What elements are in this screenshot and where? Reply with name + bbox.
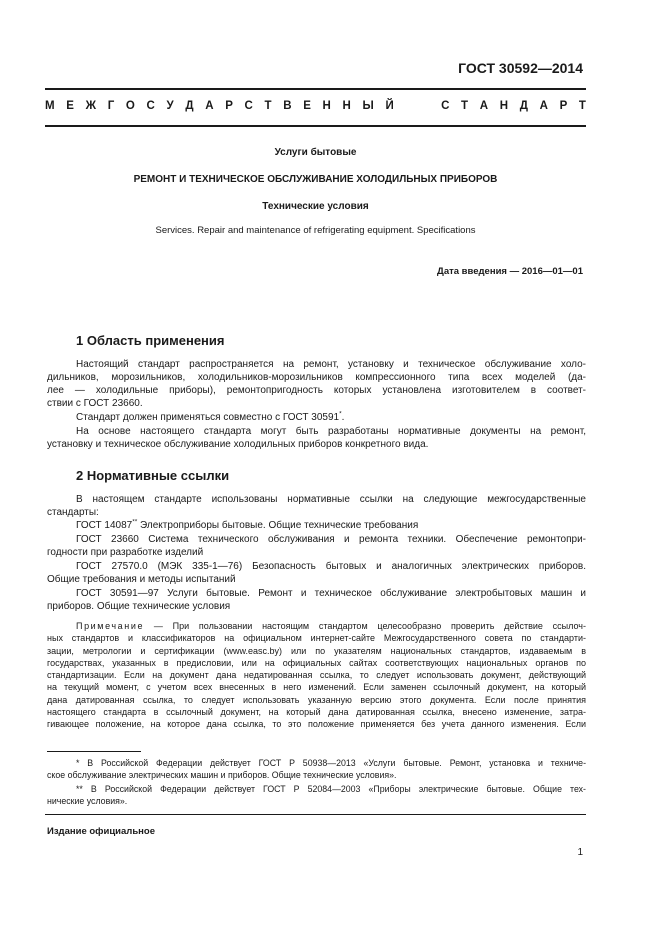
text-line: — При пользовании настоящим стандартом целесообразно проверить действие ссылоч- — [144, 621, 586, 631]
banner-letter: Р — [559, 100, 568, 112]
banner-letter: О — [125, 100, 135, 112]
section-1-heading: 1 Область применения — [76, 333, 225, 348]
text-line: На основе настоящего стандарта могут быть разработаны нормативные документы на ремонт, — [76, 426, 586, 437]
footnote-mark: * — [339, 410, 342, 418]
text-line: ГОСТ 23660 Система технического обслуживания и ремонта техники. Обеспечение ремонтопри- — [76, 534, 586, 545]
section-1-paragraph-1 — [47, 358, 586, 410]
text-line: ГОСТ 30591—97 Услуги бытовые. Ремонт и техническое обслуживание электробытовых машин и — [76, 588, 586, 599]
banner-letter: А — [479, 100, 489, 112]
section-1-paragraph-3 — [47, 425, 586, 451]
banner-letter: Ж — [85, 100, 97, 112]
banner-letter: Д — [519, 100, 528, 112]
text-line: гивающее положение, на которое дана ссылка, то это положение применяется без учета данного изменения. Если — [47, 719, 586, 730]
banner-word-gap — [405, 100, 429, 112]
banner-letter: Д — [185, 100, 194, 112]
footnote-mark: ** — [132, 518, 138, 526]
text-line: * В Российской Федерации действует ГОСТ Р 50938—2013 «Услуги бытовые. Ремонт, установка и техниче- — [76, 758, 586, 768]
text-line: годности при разработке изделий — [47, 547, 204, 558]
banner-letter: Н — [322, 100, 331, 112]
banner-letter: С — [441, 100, 450, 112]
section-2-paragraph-1 — [47, 493, 586, 519]
header-bottom-rule — [45, 125, 586, 127]
text-line: приборов. Общие технические условия — [47, 601, 231, 612]
reference-gost-14087 — [76, 519, 586, 532]
banner-letter: Р — [225, 100, 233, 112]
banner-letter: У — [166, 100, 174, 112]
reference-gost-30591 — [47, 587, 586, 613]
footer-rule — [45, 814, 586, 815]
banner-letter: Т — [578, 100, 586, 112]
reference-gost-27570 — [47, 560, 586, 586]
interstate-standard-banner — [45, 100, 586, 112]
banner-letter: А — [539, 100, 548, 112]
text-line: В настоящем стандарте использованы нормативные ссылки на следующие межгосударственные — [76, 494, 586, 505]
section-1-paragraph-2 — [76, 411, 586, 424]
section-2-heading: 2 Нормативные ссылки — [76, 468, 230, 483]
title-specifications: Технические условия — [262, 201, 369, 212]
text-line — [76, 620, 586, 632]
footnote-separator — [47, 751, 141, 752]
banner-letter: М — [45, 100, 55, 112]
text-line: ГОСТ 27570.0 (МЭК 335-1—76) Безопасность бытовых и аналогичных электрических приборов. — [76, 561, 586, 572]
text-line: на текущий момент, с учетом всех внесенных в него изменений. Если заменен ссылочный документ, на который — [47, 682, 586, 693]
document-number: ГОСТ 30592—2014 — [458, 60, 583, 76]
banner-letter: Е — [303, 100, 311, 112]
official-edition-label: Издание официальное — [47, 826, 155, 837]
text-line: стандарты: — [47, 507, 99, 518]
banner-letter: А — [205, 100, 214, 112]
text-line: нические условия». — [47, 796, 128, 807]
banner-letter: С — [146, 100, 155, 112]
text-line: ское обслуживание электрических машин и приборов. Общие технические условия». — [47, 770, 397, 781]
text-line: настоящего стандарта в ссылочный документ, на который дана датированная ссылка, внесено изменение, затра- — [47, 707, 586, 718]
reference-gost-23660 — [47, 533, 586, 559]
text-line: ГОСТ 14087 — [76, 520, 133, 531]
banner-letter: Н — [499, 100, 509, 112]
text-line: . — [341, 412, 345, 423]
title-main: РЕМОНТ И ТЕХНИЧЕСКОЕ ОБСЛУЖИВАНИЕ ХОЛОДИЛЬНЫХ ПРИБОРОВ — [133, 174, 498, 185]
text-line: государствах, указанных в предисловии, или на официальных сайтах соответствующих национальных органов по — [47, 657, 586, 668]
note-label: Примечание — [76, 621, 145, 631]
text-line: дильников, морозильников, холодильников-морозильников компрессионного типа всех моделей (да- — [47, 372, 586, 383]
text-line: зации, метрологии и сертификации (www.easc.by) или по указателям национальных стандартов, издаваемым в — [47, 645, 586, 656]
text-line: Стандарт должен применяться совместно с ГОСТ 30591 — [76, 412, 340, 423]
references-note — [47, 620, 586, 731]
title-english: Services. Repair and maintenance of refrigerating equipment. Specifications — [155, 225, 476, 236]
text-line: ** В Российской Федерации действует ГОСТ Р 52084—2003 «Приборы электрические бытовые. Общие тех- — [76, 784, 586, 794]
footnote-2 — [47, 783, 586, 808]
banner-letter: Й — [385, 100, 394, 112]
introduction-date: Дата введения — 2016—01—01 — [437, 266, 583, 277]
text-line: Настоящий стандарт распространяется на ремонт, установку и техническое обслуживание холо- — [76, 359, 586, 370]
banner-letter: Т — [264, 100, 272, 112]
banner-letter: Н — [342, 100, 351, 112]
text-line: лее — холодильные приборы), ремонтопригодность которых установлена изготовителем в соответ- — [47, 385, 586, 396]
text-line: установку и техническое обслуживание холодильных приборов конкретного вида. — [47, 439, 429, 450]
banner-letter: Т — [461, 100, 469, 112]
text-line: Электроприборы бытовые. Общие технические требования — [137, 520, 419, 531]
banner-letter: Е — [66, 100, 74, 112]
header-top-rule — [45, 88, 586, 90]
banner-letter: Ы — [362, 100, 374, 112]
page-number: 1 — [577, 847, 583, 858]
banner-letter: В — [283, 100, 292, 112]
title-services: Услуги бытовые — [274, 147, 357, 158]
footnote-1 — [47, 757, 586, 782]
text-line: дана датированная ссылка, то следует использовать указанную версию этого документа. Если после принятия — [47, 694, 586, 705]
text-line: ствии с ГОСТ 23660. — [47, 398, 143, 409]
banner-letter: С — [244, 100, 253, 112]
banner-letter: Г — [107, 100, 115, 112]
text-line: ных стандартов и классификаторов на официальном интернет-сайте Межгосударственного совета по стандарти- — [47, 633, 586, 644]
text-line: Общие требования и методы испытаний — [47, 574, 236, 585]
text-line: стандартизации. Если на документ дана недатированная ссылка, то следует использовать документ, действующий — [47, 670, 586, 681]
